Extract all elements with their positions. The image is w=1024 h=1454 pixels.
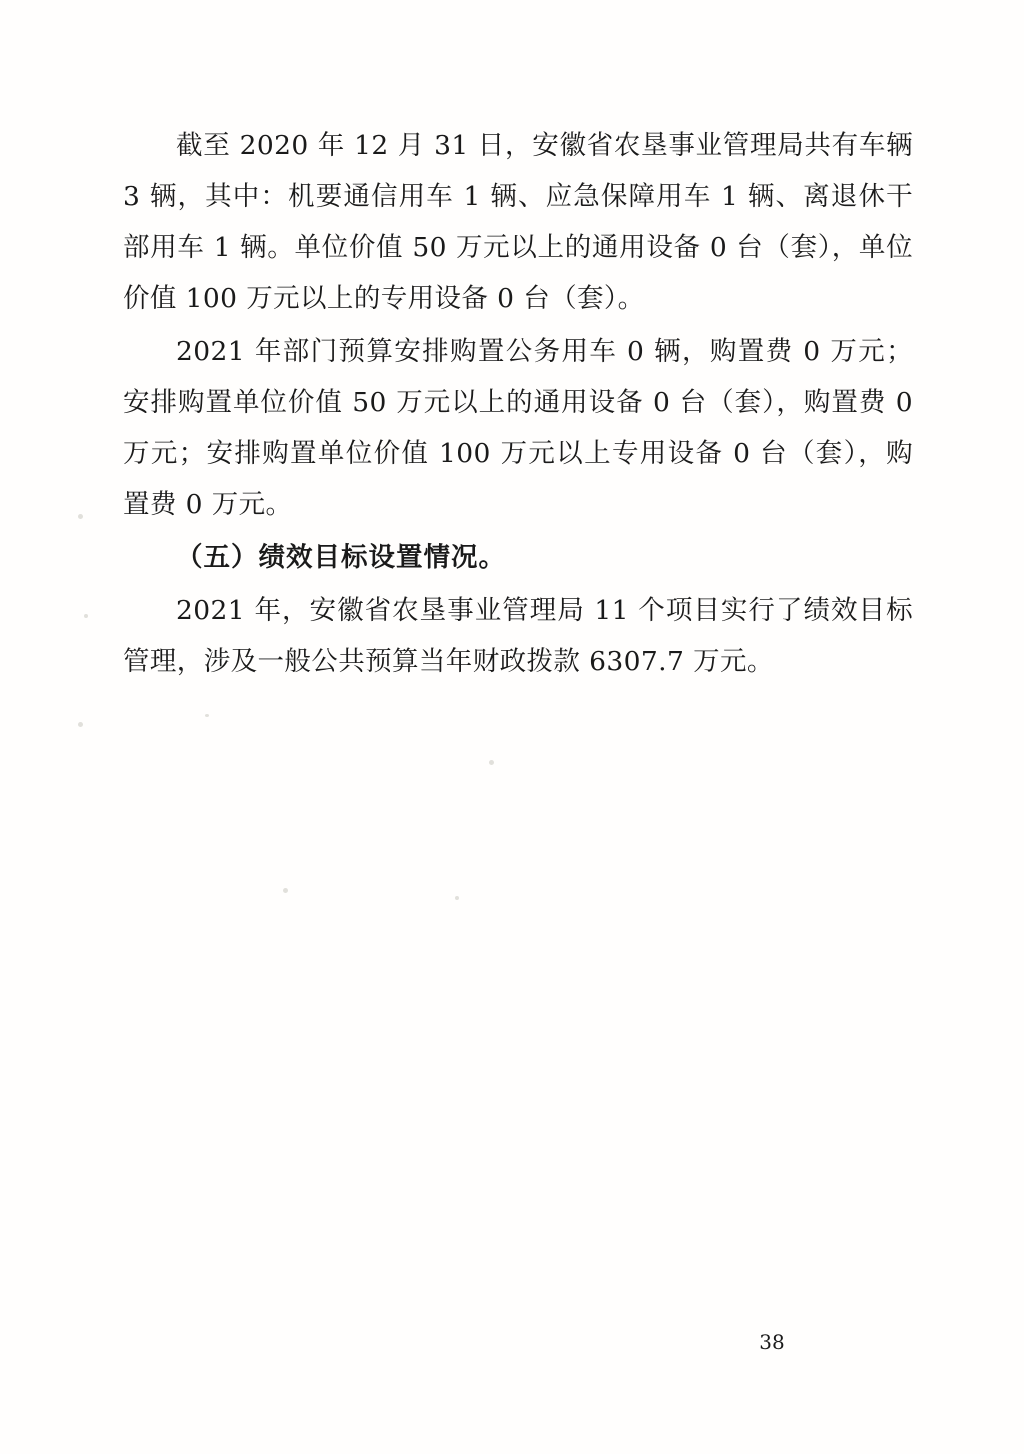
section-heading-five: （五）绩效目标设置情况。 <box>176 542 506 573</box>
scan-speck <box>283 888 288 893</box>
page-number: 38 <box>759 1330 785 1354</box>
scan-speck <box>205 714 209 717</box>
scan-speck <box>489 760 494 765</box>
document-body <box>123 120 913 689</box>
scan-speck <box>84 614 88 618</box>
scan-speck <box>455 896 459 900</box>
scan-speck <box>78 514 83 519</box>
paragraph-performance-goals: 2021 年，安徽省农垦事业管理局 11 个项目实行了绩效目标管理，涉及一般公共预算当年财政拨款 6307.7 万元。 <box>123 595 913 677</box>
paragraph-vehicles-2020: 截至 2020 年 12 月 31 日，安徽省农垦事业管理局共有车辆 3 辆，其中：机要通信用车 1 辆、应急保障用车 1 辆、离退休干部用车 1 辆。单位价值 50 万元以上的通用设备 0 台（套），单位价值 100 万元以上的专用设备 0 台（套）。 <box>123 130 913 314</box>
paragraph-budget-2021-purchase: 2021 年部门预算安排购置公务用车 0 辆，购置费 0 万元；安排购置单位价值 50 万元以上的通用设备 0 台（套），购置费 0 万元；安排购置单位价值 100 万元以上专用设备 0 台（套），购置费 0 万元。 <box>123 336 913 520</box>
scan-speck <box>78 722 83 727</box>
